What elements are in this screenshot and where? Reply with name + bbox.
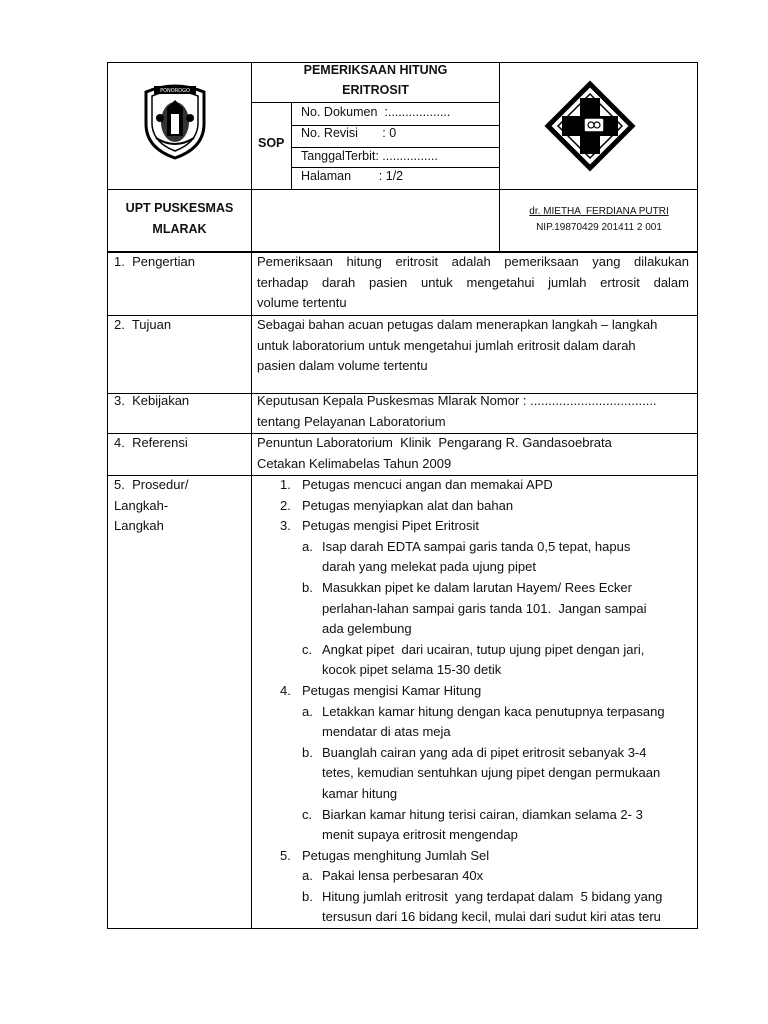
sub-step — [302, 640, 690, 681]
text-line: darah yang melekat pada ujung pipet — [322, 559, 536, 575]
row-content-kebijakan — [257, 391, 689, 432]
issue-date-field: TanggalTerbit: ................ — [301, 149, 438, 163]
text-line: menit supaya eritrosit mengendap — [322, 827, 518, 843]
sub-step — [302, 887, 690, 928]
org-name-line2: MLARAK — [152, 222, 207, 236]
text-line: Isap darah EDTA sampai garis tanda 0,5 tepat, hapus — [322, 538, 631, 554]
regency-coat-of-arms-icon — [138, 78, 212, 160]
sub-step — [302, 866, 690, 887]
sub-step — [302, 805, 690, 846]
sub-step — [302, 702, 690, 743]
text-line: Keputusan Kepala Puskesmas Mlarak Nomor : ................................... — [257, 393, 657, 408]
sub-step-letter: b. — [302, 744, 313, 760]
doc-number-field: No. Dokumen :.................. — [301, 105, 451, 119]
text-line: tetes, kemudian sentuhkan ujung pipet dengan permukaan — [322, 765, 661, 781]
document-title-line1: PEMERIKSAAN HITUNG — [303, 63, 448, 77]
row-label-tujuan: 2. Tujuan — [114, 317, 172, 332]
row-content-pengertian — [257, 252, 689, 314]
text-line: Pemeriksaan hitung eritrosit adalah pemeriksaan yang dilakukan — [257, 254, 689, 269]
sub-step-letter: b. — [302, 888, 313, 904]
sub-step-letter: b. — [302, 579, 313, 595]
step-number: 4. — [280, 682, 291, 698]
row-label-prosedur — [114, 475, 188, 537]
row-label-pengertian: 1. Pengertian — [114, 254, 195, 269]
text-line: kocok pipet selama 15-30 detik — [322, 662, 502, 678]
text-line: Pakai lensa perbesaran 40x — [322, 868, 484, 884]
text-line: Masukkan pipet ke dalam larutan Hayem/ Rees Ecker — [322, 579, 632, 595]
sop-label: SOP — [258, 136, 285, 150]
document-title-line2: ERITROSIT — [342, 83, 409, 97]
text-line: Buanglah cairan yang ada di pipet eritrosit sebanyak 3-4 — [322, 744, 647, 760]
procedure-step — [280, 516, 690, 681]
step-text: Petugas mencuci angan dan memakai APD — [302, 477, 553, 492]
text-line: mendatar di atas meja — [322, 724, 451, 740]
signatory-name: dr. MIETHA FERDIANA PUTRI — [529, 206, 669, 217]
text-line: tentang Pelayanan Laboratorium — [257, 413, 446, 429]
text-line: tersusun dari 16 bidang kecil, mulai dari sudut kiri atas teru — [322, 909, 661, 925]
procedure-step — [280, 681, 690, 846]
sub-step — [302, 537, 690, 578]
puskesmas-cross-emblem-icon — [544, 80, 636, 172]
text-line: Hitung jumlah eritrosit yang terdapat dalam 5 bidang yang — [322, 888, 663, 904]
step-text: Petugas mengisi Pipet Eritrosit — [302, 518, 480, 534]
step-number: 3. — [280, 518, 291, 534]
text-line: pasien dalam volume tertentu — [257, 358, 428, 374]
procedure-step — [280, 846, 690, 928]
step-text: Petugas menyiapkan alat dan bahan — [302, 497, 514, 513]
text-line: Penuntun Laboratorium Klinik Pengarang R. Gandasoebrata — [257, 435, 612, 450]
procedure-step — [280, 475, 690, 496]
sub-step-letter: a. — [302, 703, 313, 719]
text-line: Letakkan kamar hitung dengan kaca penutupnya terpasang — [322, 703, 665, 719]
text-line: ada gelembung — [322, 621, 412, 637]
step-number: 5. — [280, 847, 291, 863]
procedure-steps — [280, 475, 690, 928]
text-line: Biarkan kamar hitung terisi cairan, diamkan selama 2- 3 — [322, 806, 643, 822]
org-name-line1: UPT PUSKESMAS — [125, 201, 234, 215]
text-line: terhadap darah pasien untuk mengetahui jumlah ertrosit dalam — [257, 274, 689, 290]
label-line: Langkah — [114, 518, 164, 534]
sub-step-letter: c. — [302, 641, 313, 657]
step-number: 1. — [280, 477, 291, 492]
row-label-kebijakan: 3. Kebijakan — [114, 393, 190, 408]
text-line: kamar hitung — [322, 785, 398, 801]
sub-step-letter: a. — [302, 538, 313, 554]
svg-text:PONOROGO: PONOROGO — [160, 88, 190, 94]
text-line: volume tertentu — [257, 295, 347, 311]
sub-step — [302, 743, 690, 805]
step-text: Petugas menghitung Jumlah Sel — [302, 847, 490, 863]
procedure-step — [280, 496, 690, 517]
text-line: Sebagai bahan acuan petugas dalam menerapkan langkah – langkah — [257, 317, 658, 332]
row-label-referensi: 4. Referensi — [114, 435, 188, 450]
label-line: Langkah- — [114, 497, 169, 513]
page-field: Halaman : 1/2 — [301, 169, 404, 183]
sub-step-letter: a. — [302, 868, 313, 884]
text-line: perlahan-lahan sampai garis tanda 101. Jangan sampai — [322, 600, 647, 616]
row-content-referensi — [257, 433, 689, 474]
signatory-nip: NIP.19870429 201411 2 001 — [536, 222, 662, 233]
text-line: Angkat pipet dari ucairan, tutup ujung pipet dengan jari, — [322, 641, 645, 657]
text-line: untuk laboratorium untuk mengetahui jumlah eritrosit dalam darah — [257, 337, 636, 353]
row-content-tujuan — [257, 315, 689, 377]
sub-step-letter: c. — [302, 806, 313, 822]
revision-field: No. Revisi : 0 — [301, 126, 397, 140]
step-text: Petugas mengisi Kamar Hitung — [302, 682, 482, 698]
step-number: 2. — [280, 497, 291, 513]
sub-step — [302, 578, 690, 640]
label-line: 5. Prosedur/ — [114, 477, 189, 492]
text-line: Cetakan Kelimabelas Tahun 2009 — [257, 455, 452, 471]
